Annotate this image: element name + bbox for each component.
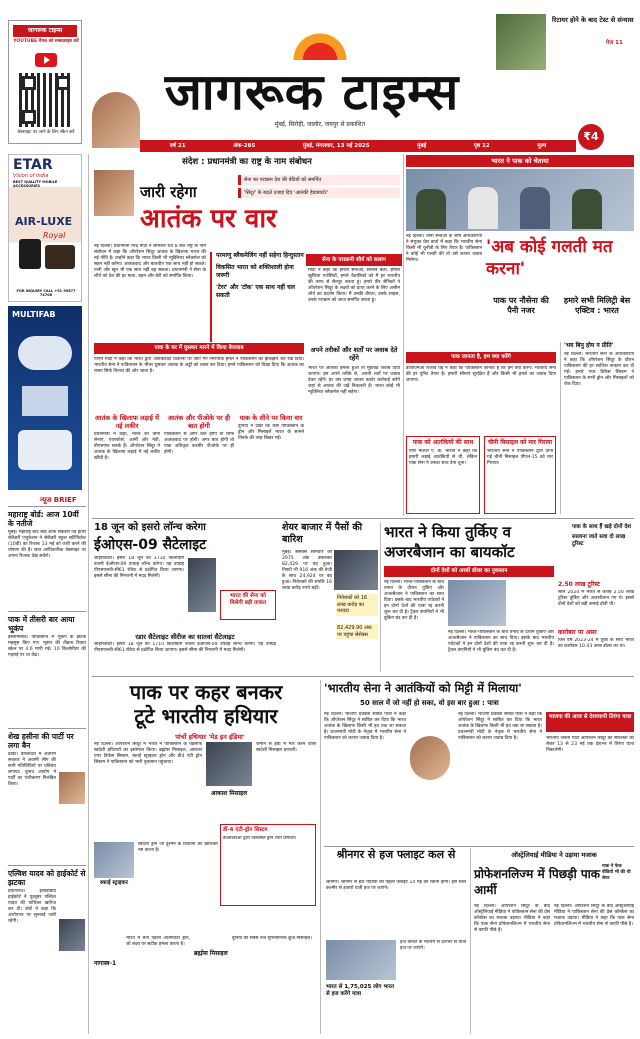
turkey-photo — [448, 580, 506, 626]
info-city: मुंबई — [417, 143, 427, 149]
lead-bullet-2: विकसित भारत को शक्तिशाली होना जरूरी — [216, 264, 294, 279]
hr-3 — [324, 846, 634, 847]
etar-model: Royal — [43, 231, 66, 240]
lead-kicker: संदेश : प्रधानमंत्री का राष्ट्र के नाम संबोधन — [182, 157, 312, 167]
info-year: वर्ष 21 — [169, 143, 186, 149]
terror-box-body: एयर मार्शल ए. के. भारती ने कहा कि हमारी लड़ाई आतंकियों से थी, लेकिन पाक सेना ने उनका साथ देना चुना। — [409, 449, 477, 466]
info-date: मुंबई, मंगलवार, 13 मई 2025 — [302, 143, 370, 149]
soil-band-body: भारतीय जनता पार्टी ऑपरेशन सिंदूर की सफलता को लेकर 13 से 23 मई तक देशभर में तिरंगा यात्रा निकालेगी। — [546, 736, 634, 753]
weapons-body: नई दिल्ली। ऑपरेशन सिंदूर में भारत ने पाकिस्तान के खिलाफ स्वदेशी हथियारों का इस्तेमाल किया। ब्रह्मोस मिसाइल, आकाश एयर डिफेंस सिस्टम, स्काई स्ट्राइकर ड्रोन और डी4 एंटी ड्रोन सिस्टम ने पाकिस्तान को भारी नुकसान पहुंचाया। — [94, 742, 202, 765]
lead-bullet-1: परमाणु ब्लैकमेलिंग नहीं सहेगा हिन्दुस्तान — [216, 252, 304, 259]
isro-kicker: 18 जून को इसरो लॉन्च करेगा — [94, 522, 206, 533]
speaker-image — [19, 239, 41, 269]
weapons-headline-2: टूटे भारतीय हथियार — [134, 704, 278, 728]
qr-block — [8, 20, 82, 144]
biz-title: कारोबार पर असर — [558, 629, 597, 636]
elvish-photo — [59, 919, 85, 951]
aussie-headline: प्रोफेशनलिज्म में पिछड़ी पाक आर्मी — [474, 867, 601, 897]
vline-3 — [320, 680, 321, 1034]
info-price-label: मूल्य — [537, 143, 547, 149]
sky-body: स्वदेशी ड्रोन जो दुश्मन के ठिकानों को खोजकर नष्ट करता है। — [138, 842, 218, 853]
right-brief-body: नई दिल्ली। भारतीय सेना के अधिकारियों ने कहा कि ऑपरेशन सिंदूर के दौरान पाकिस्तान की हर साजिश नाकाम कर दी गई। हमारे एयर डिफेंस सिस्टम ने पाकिस्तान के सभी ड्रोन और मिसाइलों को रोक दिया। — [564, 352, 634, 387]
lead-bullet-3: 'टेरर' और 'टॉक' एक साथ नहीं चल सकती — [216, 284, 295, 299]
speaker-image-2 — [45, 245, 75, 269]
terms-body: भारत पर आतंकी हमला हुआ तो मुंहतोड़ जवाब दिया जाएगा। हम अपने तरीके से, अपनी शर्तों पर जवाब देकर रहेंगे। हर उस जगह जाकर कठोर कार्रवाई करेंगे जहां से आतंक की जड़ें निकलती हैं। भारत कोई भी न्यूक्लियर ब्लैकमेल नहीं सहेगा। — [308, 366, 400, 395]
army-body: मोदी ने कहा कि हमारी सेनाओं, सशस्त्र बलों, हमारी खुफिया एजेंसियों, हमारे वैज्ञानिकों को मैं हर भारतीय की तरफ से सैल्यूट करता हूं। हमारे वीर सैनिकों ने ऑपरेशन सिंदूर के लक्ष्यों को प्राप्त करने के लिए असीम शौर्य का प्रदर्शन किया। मैं उनकी वीरता, उनके साहस, उनके पराक्रम को आज समर्पित करता हूं। — [308, 268, 400, 303]
market-stat-1: निवेशकों को 16 लाख करोड़ का फायदा — [336, 594, 378, 616]
isro-body: श्रीहरिकोटा। इसरो 18 जून को 1710 किलोग्राम वजनी ईओएस-09 उपग्रह लॉन्च करेगा। यह उपग्रह पीएसएलवी-सी61 रॉकेट से प्रक्षेपित किया जाएगा। इससे सीमा की निगरानी में मदद मिलेगी। — [94, 556, 184, 579]
qr-logo: जागरूक टाइम्स — [13, 25, 77, 37]
lead-col-2 — [164, 414, 234, 514]
top-right-page: पेज 11 — [606, 40, 623, 46]
lead-point-text-1: सेना का पराक्रम देश की बेटियों को समर्पित — [244, 177, 322, 183]
cricket-photo — [496, 14, 546, 70]
light-image — [18, 336, 72, 370]
srinagar-stat-title: भारत से 1,75,025 लोग भारत से हज करेंगे यात्रा — [326, 984, 395, 997]
srinagar-body: श्रीनगर। श्रीनगर से हज यात्रियों की पहली फ्लाइट 14 मई को रवाना होगी। इस साल कश्मीर से हजारों यात्री हज पर जाएंगे। — [326, 880, 466, 891]
lead-col-1 — [94, 414, 160, 514]
lead-col-title-2: आतंक और पीओके पर ही बात होगी — [167, 414, 231, 430]
hasina-photo — [59, 772, 85, 804]
naga-label: नागास्त्र-1 — [94, 960, 117, 967]
boycott-bullet-1: पाक के साथ हैं खड़े दोनों देश — [572, 524, 631, 530]
d4-body: डीआरडीओ द्वारा विकसित ड्रोन रोधी प्रणाली। — [223, 836, 297, 841]
lead-sub-body: पीएम मोदी ने कहा कि भारत द्वारा आतंकवादी ठिकानों पर किए गए निर्णायक हमले ने पाकिस्तान को झकझोर कर रख दिया। भारतीय सेना ने पाकिस्तान के भीतर घुसकर आतंक के अड्डों को ध्वस्त कर दिया। हमने पाकिस्तान को दिखा दिया कि आतंक का रास्ता सिर्फ विनाश की ओर जाता है। — [94, 357, 304, 374]
brahmos-label: ब्रह्मोस मिसाइल — [194, 950, 228, 957]
brief-item-body-4: प्रयागराज। इलाहाबाद हाईकोर्ट ने यूट्यूबर एल्विश यादव की याचिका खारिज कर दी। कोर्ट ने कहा कि आरोपपत्र पर सुनवाई जारी रहेगी। — [8, 889, 56, 924]
lead-point-2 — [238, 188, 400, 198]
weapons-band: पांचों हथियार 'मेड इन इंडिया' — [175, 733, 245, 741]
tourist-body: साल 2024 में भारत से करीब 2.50 लाख टूरिस्ट तुर्किए और अजरबैजान गए थे। इससे दोनों देशों को बड़ी कमाई होती थी। — [558, 590, 634, 607]
aussie-body-2: नई दिल्ली। ऑपरेशन सिंदूर के बाद ऑस्ट्रेलियाई मीडिया ने पाकिस्तान सेना की प्रेस कॉन्फ्रेंस का मजाक उड़ाया। मीडिया ने कहा कि पाक सेना प्रोफेशनलिज्म में भारतीय सेना से काफी पीछे है। — [554, 904, 634, 927]
etar-tag: Vision of India — [13, 173, 49, 179]
info-issue: अंक-285 — [233, 143, 256, 149]
right-lead-band: भारत ने पाक को चेताया — [406, 155, 634, 167]
masthead-title: जागरूक टाइम्स — [164, 63, 460, 121]
lead-body: नई दिल्ली। प्रधानमंत्री नरेंद्र मोदी ने सोमवार रात 8 बजे राष्ट्र के नाम संबोधन में कहा कि ऑपरेशन सिंदूर आतंक के खिलाफ भारत की नई नीति है। उन्होंने कहा कि भारत किसी भी न्यूक्लियर ब्लैकमेल को सहन नहीं करेगा। आतंकवाद और बातचीत एक साथ नहीं हो सकते। पानी और खून भी एक साथ नहीं बह सकता। प्रधानमंत्री ने सेना के शौर्य को देश की हर माता, बहन और बेटी को समर्पित किया। — [94, 244, 206, 279]
right-lead-quote: 'अब कोई गलती मत करना' — [486, 237, 613, 279]
soil-band: भाजपा की आज से देशव्यापी तिरंगा यात्रा — [546, 712, 634, 732]
terror-box — [406, 436, 480, 514]
isro-sub-band: रडार सैटेलाइट सीरीज का सातवां सैटेलाइट — [135, 633, 235, 641]
right-brief — [560, 342, 634, 514]
aussie-side-title: पाक ने फेक वीडियो भी की थी शेयर — [602, 864, 631, 881]
lead-bullets — [210, 252, 304, 342]
masthead-tagline: मुंबई, सिरोही, जालोर, जयपुर से प्रकाशित — [274, 121, 366, 128]
know-band: पाक जानता है, हम क्या करेंगे — [406, 352, 556, 363]
info-bar — [140, 140, 576, 152]
sun-logo — [290, 30, 350, 60]
etar-sub: BEST QUALITY MOBILE ACCESSORIES — [13, 180, 58, 188]
d4-box — [220, 824, 316, 906]
bull-photo — [334, 550, 378, 590]
price-badge: ₹4 — [578, 124, 604, 150]
akash-label: आकाश मिसाइल — [210, 790, 248, 797]
aussie-side — [602, 864, 634, 902]
brief-item-body-3: ढाका। बांग्लादेश में अंतरिम सरकार ने अवामी लीग की सभी गतिविधियों पर प्रतिबंध लगाया। चुनाव आयोग ने पार्टी का पंजीकरण निलंबित किया। — [8, 752, 56, 787]
brief-divider-3 — [8, 865, 86, 866]
isro-sub-body: श्रीहरिकोटा। इसरो 18 जून को 1710 किलोग्राम वजनी ईओएस-09 उपग्रह लॉन्च करेगा। यह उपग्रह पीएसएलवी-सी61 रॉकेट से प्रक्षेपित किया जाएगा। इससे सीमा की निगरानी में मदद मिलेगी। — [94, 642, 276, 653]
lead-pm-photo — [94, 170, 134, 216]
brief-item-body-1: मुंबई। महाराष्ट्र स्टेट बोर्ड ऑफ सेकेंडरी एंड हायर सेकेंडरी एजुकेशन ने सेकेंडरी स्कूल सर्टिफिकेट (10वीं) का रिजल्ट 13 मई को जारी करने की घोषणा की है। छात्र आधिकारिक वेबसाइट पर अपना रिजल्ट देख सकेंगे। — [8, 530, 86, 559]
qr-code-icon[interactable] — [19, 73, 73, 127]
srinagar-stat-body: हज कमेटी के माध्यम से देशभर से यात्री हज पर जाएंगे। — [400, 940, 466, 951]
army-band: सेना के पराक्रमी शौर्य को सलाम — [306, 254, 402, 266]
vline-2 — [380, 522, 381, 672]
etar-product: AIR-LUXE — [15, 215, 73, 228]
terror-box-title: पाक को आतंकियों की साथ — [412, 439, 474, 446]
vline-4 — [470, 848, 471, 1034]
lead-col-title-3: पाक के सीने पर किया वार — [239, 414, 303, 422]
terms-title: अपने तरीकों और शर्तों पर जवाब देते रहेंगे — [310, 346, 398, 362]
rocket-photo — [188, 558, 216, 612]
akash-body: जमीन से हवा में मार करने वाली स्वदेशी मिसाइल प्रणाली। — [256, 742, 316, 753]
brief-item-head-2: पाक में तीसरी बार आया भूकंप — [8, 615, 75, 633]
brahmos-body: दुनिया की सबसे तेज सुपरसोनिक क्रूज मिसाइल। — [232, 936, 312, 941]
patra-photo — [410, 736, 450, 780]
info-pages: पृष्ठ 12 — [473, 143, 490, 149]
brief-rule — [8, 506, 86, 507]
top-right-caption: रिटायर होने के बाद टेस्ट से संन्यास — [552, 16, 634, 24]
press-briefing-photo — [406, 169, 634, 231]
caption-bases: हमारे सभी मिलिट्री बेस एक्टिव : भारत — [563, 296, 631, 315]
sky-label: स्काई स्ट्राइकर — [100, 880, 128, 886]
sky-photo — [94, 842, 134, 878]
market-stat-2: 82,429.90 अंक पर पहुंचा सेंसेक्स — [336, 624, 378, 639]
etar-ad[interactable] — [8, 154, 82, 302]
aussie-band: ऑस्ट्रेलियाई मीडिया ने उड़ाया मजाक — [511, 851, 597, 859]
tourist-title: 2.50 लाख टूरिस्ट — [558, 581, 600, 588]
drone-photo — [206, 742, 252, 786]
masthead — [0, 0, 640, 150]
boycott-body: नई दिल्ली। भारत-पाकिस्तान के बीच तनाव के दौरान तुर्किए और अजरबैजान ने पाकिस्तान का साथ दिया। इसके बाद भारतीय पर्यटकों ने इन दोनों देशों की यात्रा रद्द करनी शुरू कर दी है। ट्रैवल कंपनियों ने भी बुकिंग बंद कर दी है। — [384, 580, 444, 621]
etar-contact: FOR INQUIRY CALL +91 99877 74708 — [16, 289, 76, 297]
multifab-brand: MULTIFAB — [12, 310, 56, 319]
aussie-body: नई दिल्ली। ऑपरेशन सिंदूर के बाद ऑस्ट्रेलियाई मीडिया ने पाकिस्तान सेना की प्रेस कॉन्फ्रेंस का मजाक उड़ाया। मीडिया ने कहा कि पाक सेना प्रोफेशनलिज्म में भारतीय सेना से काफी पीछे है। — [474, 904, 550, 933]
qr-caption: YOUTUBE चैनल को सब्सक्राइब करें — [13, 39, 79, 44]
hr-2 — [92, 676, 634, 677]
d4-label: डी-4 एंटी-ड्रोन सिस्टम — [223, 827, 268, 833]
hr-1 — [92, 518, 634, 519]
brief-item-head-1: महाराष्ट्र बोर्ड: आज 10वीं के नतीजे — [8, 510, 79, 528]
brief-divider-2 — [8, 728, 86, 729]
light-image-3 — [18, 430, 72, 470]
soil-headline: 'भारतीय सेना ने आतंकियों को मिट्टी में मिलाया' — [324, 681, 522, 695]
isro-box — [220, 590, 276, 620]
boycott-headline: भारत ने किया तुर्किए व अजरबैजान का बायकॉट — [384, 523, 515, 561]
know-body: डीजीएमओ राजीव घई ने कहा कि पाकिस्तान जानता है कि हम क्या करेंगे। भारतीय सेना की हर यूनिट तैयार है। हमारी सीमाएं सुरक्षित हैं और किसी भी हमले का जवाब दिया जाएगा। — [406, 366, 556, 383]
boycott-body-2: नई दिल्ली। भारत-पाकिस्तान के बीच तनाव के दौरान तुर्किए और अजरबैजान ने पाकिस्तान का साथ दिया। इसके बाद भारतीय पर्यटकों ने इन दोनों देशों की यात्रा रद्द करनी शुरू कर दी है। ट्रैवल कंपनियों ने भी बुकिंग बंद कर दी है। — [448, 630, 554, 653]
etar-brand: ETAR — [13, 157, 53, 173]
brief-item-head-3: शेख हसीना की पार्टी पर लगा बैन — [8, 732, 74, 750]
lead-point-text-2: 'सिंदूर' के बदले उजाड़ दिए 'आतंकी हेडक्वार्टर' — [244, 190, 329, 196]
missile-box — [484, 436, 556, 514]
soil-body: नई दिल्ली। भाजपा प्रवक्ता संबित पात्रा ने कहा कि ऑपरेशन सिंदूर ने साबित कर दिया कि भारत आतंक के खिलाफ किसी भी हद तक जा सकता है। प्रधानमंत्री मोदी के नेतृत्व में भारतीय सेना ने पाकिस्तान को करारा जवाब दिया है। — [324, 712, 406, 741]
multifab-ad[interactable] — [8, 306, 82, 490]
caption-navy: पाक पर नौसेना की पैनी नजर — [493, 296, 549, 315]
isro-headline: ईओएस-09 सैटेलाइट — [94, 537, 207, 553]
boycott-band: दोनों देशों को अरबों डॉलर का नुकसान — [384, 566, 554, 577]
lead-headline-small: जारी रहेगा — [140, 183, 197, 201]
missile-box-title: चीनी मिसाइल को मार गिराया — [487, 439, 553, 446]
naga-body: भारत में बना पहला आत्मघाती ड्रोन, जो लक्ष्य पर सटीक हमला करता है। — [126, 936, 190, 947]
qr-sub: वेबसाइट पर जाने के लिए स्कैन करें — [17, 130, 75, 135]
brief-column — [8, 510, 86, 1035]
brief-item-body-2: इस्लामाबाद। पाकिस्तान में भूकंप के झटके महसूस किए गए। भूकंप की तीव्रता रिक्टर स्केल पर 4.6 मापी गई। 10 किलोमीटर की गहराई पर था केंद्र। — [8, 635, 86, 658]
sidebar-divider — [88, 154, 89, 1034]
lead-col-title-1: आतंक के खिलाफ लड़ाई में नई लकीर — [94, 414, 160, 430]
brief-item-head-4: एल्विश यादव को हाईकोर्ट से झटका — [8, 869, 86, 887]
isro-box-title: भारत की सेना को मिलेगी बड़ी ताकत — [229, 593, 267, 606]
lead-point-1 — [238, 175, 400, 185]
lead-col-body-2: पाकिस्तान से अगर बात होगी तो सिर्फ आतंकवाद पर होगी। अगर बात होगी तो पाक अधिकृत कश्मीर पीओके पर ही होगी। — [164, 432, 234, 455]
lead-headline-big: आतंक पर वार — [140, 204, 277, 234]
lead-col-body-3: दुनिया ने देखा कि कैसे पाकिस्तान के ड्रोन और मिसाइलें भारत के सामने तिनके की तरह बिखर गईं। — [238, 424, 304, 441]
boycott-bullets — [572, 524, 634, 548]
lead-sub-band: पाक के घर में घुसकर मारने में किया बेजवाब — [94, 343, 304, 354]
pm-photo — [92, 92, 140, 148]
boycott-bullet-2: सालाना जाते सवा दो लाख टूरिस्ट — [572, 534, 626, 547]
right-brief-title: 'भय बिनु होय न प्रीति' — [564, 342, 614, 349]
youtube-icon[interactable] — [35, 53, 57, 67]
light-image-2 — [22, 386, 68, 416]
plane-photo — [326, 940, 396, 980]
right-lead-body: नई दिल्ली। तीनों सेनाओं के शीर्ष अधिकारियों ने संयुक्त प्रेस वार्ता में कहा कि भारतीय सेना किसी भी चुनौती के लिए तैयार है। पाकिस्तान ने कोई भी गलती की तो उसे करारा जवाब मिलेगा। — [406, 234, 482, 263]
market-body: मुंबई। सेंसेक्स सोमवार को 2975 अंक उछलकर 82,429 पर बंद हुआ। निफ्टी भी 916 अंक की तेजी के साथ 24,924 पर बंद हुआ। निवेशकों की संपत्ति 16 लाख करोड़ रुपये बढ़ी। — [282, 550, 332, 591]
center-divider — [403, 154, 404, 516]
weapons-headline-1: पाक पर कहर बनकर — [129, 680, 283, 704]
market-headline: शेयर बाजार में पैसों की बारिश — [282, 522, 363, 545]
srinagar-headline: श्रीनगर से हज फ्लाइट कल से — [336, 848, 456, 861]
soil-body-2: नई दिल्ली। भाजपा प्रवक्ता संबित पात्रा ने कहा कि ऑपरेशन सिंदूर ने साबित कर दिया कि भारत आतंक के खिलाफ किसी भी हद तक जा सकता है। प्रधानमंत्री मोदी के नेतृत्व में भारतीय सेना ने पाकिस्तान को करारा जवाब दिया है। — [458, 712, 542, 741]
missile-box-body: भारतीय सेना ने पाकिस्तान द्वारा दागी गई चीनी मिसाइल पीएल-15 को मार गिराया। — [487, 449, 553, 466]
lead-col-body-1: प्रधानमंत्री ने कहा, भारत की तीनों सेनाएं, एयरफोर्स, आर्मी और नेवी, बीएसएफ सतर्क हैं। ऑपरेशन सिंदूर ने आतंक के खिलाफ लड़ाई में नई लकीर खींची है। — [94, 432, 160, 461]
soil-sub: 50 साल में जो नहीं हो सका, वो इस बार हुआ : पात्रा — [360, 699, 499, 707]
lead-col-3 — [238, 414, 304, 514]
brief-divider-1 — [8, 611, 86, 612]
brief-title: न्यूज BRIEF — [40, 496, 77, 504]
biz-body: वित्त वर्ष 2023-24 में तुर्की के साथ भारत का कारोबार 10.43 अरब डॉलर का था। — [558, 638, 634, 649]
